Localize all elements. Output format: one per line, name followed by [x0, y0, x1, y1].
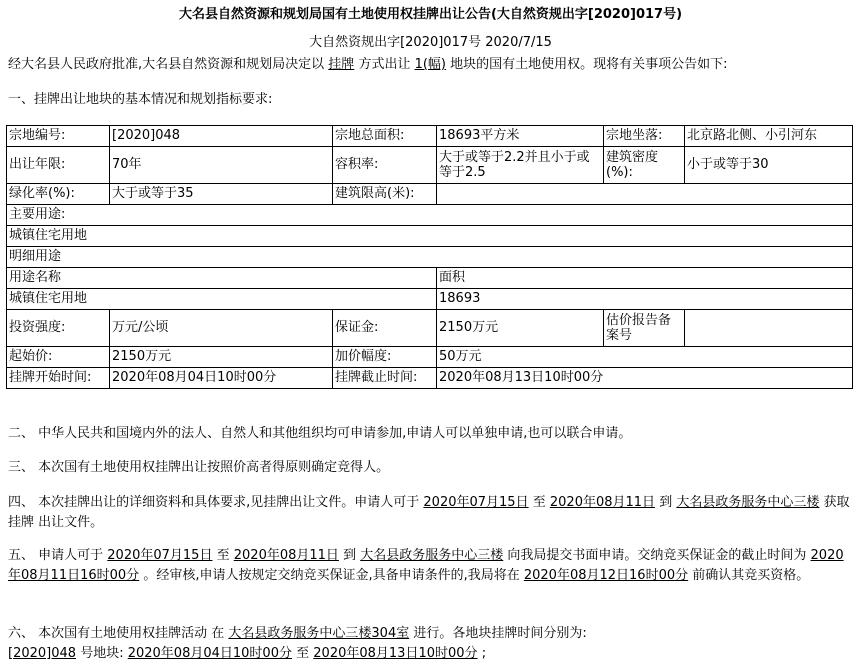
- table-row: [7, 226, 853, 247]
- section-5-place: 大名县政务服务中心三楼: [360, 548, 504, 563]
- deposit-value: 2150万元: [437, 310, 604, 347]
- section-4-date-to: 2020年08月11日: [549, 495, 656, 510]
- increment-value: 50万元: [437, 347, 853, 368]
- use-name-value: 城镇住宅用地: [7, 289, 437, 310]
- detail-use-label: 明细用途: [7, 247, 853, 268]
- section-6-line-2: [8, 644, 853, 664]
- section-6-text-post: 进行。各地块挂牌时间分别为:: [413, 626, 587, 641]
- start-price-value: 2150万元: [110, 347, 333, 368]
- parcel-no-value: [2020]048: [110, 126, 333, 147]
- far-label: 容积率:: [333, 147, 437, 184]
- total-area-value: 18693平方米: [437, 126, 604, 147]
- section-4-paragraph: [8, 493, 853, 533]
- section-5-paragraph: [8, 546, 853, 586]
- height-value: [437, 184, 853, 205]
- section-2-paragraph: 二、 中华人民共和国境内外的法人、自然人和其他组织均可申请参加,申请人可以单独申请,也可以联合申请。: [8, 426, 632, 441]
- section-6-end-punct: ;: [481, 646, 487, 661]
- table-row: [7, 184, 853, 205]
- section-5-text-post: 前确认其竞买资格。: [692, 568, 810, 583]
- section-4-get: 获取: [823, 495, 850, 510]
- section-6-place: 大名县政务服务中心三楼304室: [228, 626, 410, 641]
- height-label: 建筑限高(米):: [333, 184, 437, 205]
- section-6-parcel-suffix: 号地块:: [80, 646, 124, 661]
- intro-text-mid: 方式出让: [358, 57, 411, 72]
- section-4-place: 大名县政务服务中心三楼: [676, 495, 820, 510]
- intro-count: 1(幅): [414, 57, 447, 72]
- section-4-text-post: 出让文件。: [38, 515, 104, 530]
- section-5-at: 到: [343, 548, 357, 563]
- main-use-label: 主要用途:: [7, 205, 853, 226]
- green-value: 大于或等于35: [110, 184, 333, 205]
- main-use-value: 城镇住宅用地: [7, 226, 853, 247]
- parcel-no-label: 宗地编号:: [7, 126, 110, 147]
- section-4-date-from: 2020年07月15日: [423, 495, 529, 510]
- table-row: [7, 126, 853, 147]
- table-row: [7, 310, 853, 347]
- section-5-deadline: 2020年08月11日16时00分: [8, 548, 844, 583]
- section-6-end: 2020年08月13日10时00分: [313, 646, 478, 661]
- location-label: 宗地坐落:: [604, 126, 685, 147]
- intro-text-post: 地块的国有土地使用权。现将有关事项公告如下:: [450, 57, 728, 72]
- section-6-paragraph: [8, 624, 853, 664]
- section-5-date-to: 2020年08月11日: [233, 548, 339, 563]
- appraisal-label: 估价报告备案号: [604, 310, 685, 347]
- appraisal-value: [685, 310, 853, 347]
- section-5-date-from: 2020年07月15日: [107, 548, 213, 563]
- section-6-parcel: [2020]048: [8, 646, 77, 661]
- table-row: [7, 205, 853, 226]
- section-5-text-pre: 五、 申请人可于: [8, 548, 104, 563]
- listing-end-value: 2020年08月13日10时00分: [437, 368, 853, 389]
- use-name-header: 用途名称: [7, 268, 437, 289]
- table-row: [7, 268, 853, 289]
- section-1-heading: 一、挂牌出让地块的基本情况和规划指标要求:: [8, 92, 273, 107]
- listing-start-label: 挂牌开始时间:: [7, 368, 110, 389]
- total-area-label: 宗地总面积:: [333, 126, 437, 147]
- section-6-start: 2020年08月04日10时00分: [127, 646, 292, 661]
- parcel-info-table: [6, 125, 853, 389]
- section-5-confirm-time: 2020年08月12日16时00分: [523, 568, 689, 583]
- table-row: [7, 247, 853, 268]
- far-value: 大于或等于2.2并且小于或等于2.5: [437, 147, 604, 184]
- increment-label: 加价幅度:: [333, 347, 437, 368]
- section-5-to: 至: [216, 548, 230, 563]
- section-6-text-pre: 六、 本次国有土地使用权挂牌活动 在: [8, 626, 225, 641]
- start-price-label: 起始价:: [7, 347, 110, 368]
- section-4-text-pre: 四、 本次挂牌出让的详细资料和具体要求,见挂牌出让文件。申请人可于: [8, 495, 420, 510]
- table-row: [7, 347, 853, 368]
- table-row: [7, 289, 853, 310]
- green-label: 绿化率(%):: [7, 184, 110, 205]
- invest-value: 万元/公顷: [110, 310, 333, 347]
- density-value: 小于或等于30: [685, 147, 853, 184]
- density-label: 建筑密度(%):: [604, 147, 685, 184]
- listing-end-label: 挂牌截止时间:: [333, 368, 437, 389]
- term-label: 出让年限:: [7, 147, 110, 184]
- section-6-line-1: [8, 624, 853, 644]
- use-area-value: 18693: [437, 289, 853, 310]
- section-4-method: 挂牌: [8, 515, 35, 530]
- table-row: [7, 147, 853, 184]
- listing-start-value: 2020年08月04日10时00分: [110, 368, 333, 389]
- section-6-to: 至: [296, 646, 310, 661]
- section-5-text-mid: 向我局提交书面申请。交纳竞买保证金的截止时间为: [507, 548, 807, 563]
- section-4-to: 至: [532, 495, 546, 510]
- section-4-at: 到: [659, 495, 673, 510]
- invest-label: 投资强度:: [7, 310, 110, 347]
- area-header: 面积: [437, 268, 853, 289]
- intro-paragraph: [8, 56, 728, 74]
- location-value: 北京路北侧、小引河东: [685, 126, 853, 147]
- intro-method: 挂牌: [328, 57, 355, 72]
- intro-text-pre: 经大名县人民政府批准,大名县自然资源和规划局决定以: [8, 57, 325, 72]
- page-title: 大名县自然资源和规划局国有土地使用权挂牌出让公告(大自然资规出字[2020]017号): [178, 7, 683, 22]
- section-3-paragraph: 三、 本次国有土地使用权挂牌出让按照价高者得原则确定竞得人。: [8, 460, 390, 475]
- deposit-label: 保证金:: [333, 310, 437, 347]
- document-number-date: 大自然资规出字[2020]017号 2020/7/15: [309, 35, 552, 50]
- table-row: [7, 368, 853, 389]
- term-value: 70年: [110, 147, 333, 184]
- section-5-text-mid2: 。经审核,申请人按规定交纳竞买保证金,具备申请条件的,我局将在: [143, 568, 520, 583]
